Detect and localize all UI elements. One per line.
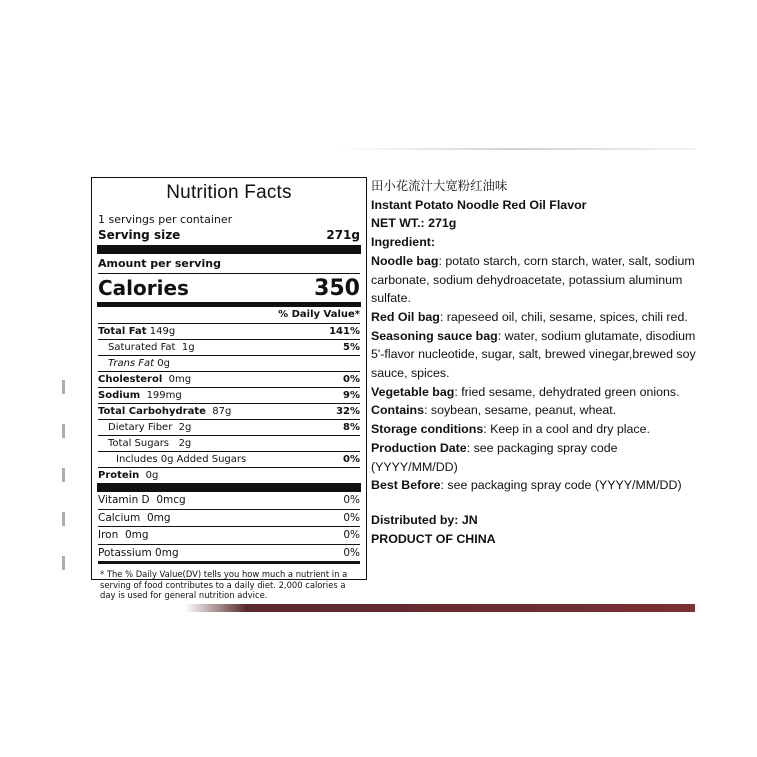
nutrient-label: Total Fat: [98, 325, 147, 337]
contains-text: : soybean, sesame, peanut, wheat.: [424, 403, 617, 418]
nutrient-amount: 0g: [157, 357, 171, 369]
vitamin-pct: 0%: [343, 493, 360, 506]
best-before-label: Best Before: [371, 478, 441, 493]
chinese-product-name: 田小花流汁大宽粉红油味: [371, 179, 508, 193]
vitamin-row-iron: [98, 527, 360, 545]
nutrient-row-trans-fat: [98, 356, 360, 372]
nutrient-row-protein: [98, 468, 360, 483]
nutrition-title: Nutrition Facts: [166, 182, 292, 203]
vitamin-amount: 0mg: [146, 511, 171, 524]
seasoning-bag-label: Seasoning sauce bag: [371, 328, 498, 343]
vitamin-pct: 0%: [343, 546, 360, 559]
servings-per-container: 1 servings per container: [98, 212, 233, 226]
left-edge-marks: [62, 380, 70, 600]
vegetable-bag-label: Vegetable bag: [371, 384, 455, 399]
ingredient-heading: Ingredient:: [371, 235, 436, 250]
nutrient-pct: 5%: [343, 341, 360, 353]
storage-text: : Keep in a cool and dry place.: [483, 422, 650, 437]
nutrient-row-dietary-fiber: [98, 420, 360, 436]
nutrient-label: Total Sugars: [108, 437, 170, 449]
nutrient-label: Trans Fat: [108, 357, 155, 369]
serving-size-label: Serving size: [98, 227, 181, 242]
production-date-label: Production Date: [371, 440, 467, 455]
vegetable-bag-line: [371, 383, 701, 402]
vitamin-label: Iron: [98, 529, 119, 542]
vitamin-label: Vitamin D: [98, 493, 150, 506]
storage-line: [371, 420, 701, 439]
nutrient-amount: 1g: [181, 341, 195, 353]
amount-per-serving: Amount per serving: [98, 254, 360, 273]
nutrient-label: Dietary Fiber: [108, 421, 173, 433]
nutrient-amount: 0g: [145, 469, 159, 481]
vitamin-row-calcium: [98, 510, 360, 528]
daily-value-footnote: * The % Daily Value(DV) tells you how much a nutrient in a serving of food contributes to a daily diet. 2,000 calories a day is used for general nutrition advice.: [100, 569, 348, 601]
nutrient-amount: 2g: [178, 437, 192, 449]
nutrient-amount: 87g: [212, 405, 232, 417]
nutrient-row-added-sugars: [98, 452, 360, 468]
nutrition-facts-panel: [91, 177, 367, 601]
calories-label: Calories: [98, 275, 189, 300]
nutrient-pct: 141%: [329, 325, 360, 337]
storage-label: Storage conditions: [371, 422, 484, 437]
vitamin-amount: 0mg: [155, 546, 179, 559]
top-rule: [335, 148, 695, 150]
product-origin: PRODUCT OF CHINA: [371, 531, 496, 546]
vitamin-pct: 0%: [343, 529, 360, 542]
nutrient-label: Protein: [98, 469, 140, 481]
product-info: [371, 177, 701, 548]
seasoning-bag-text: : water, sodium glutamate, disodium 5'-flavor nucleotide, sugar, salt, brewed vinegar,brewed soy sauce, spices.: [371, 328, 696, 381]
noodle-bag-line: [371, 252, 701, 308]
contains-label: Contains: [371, 403, 425, 418]
bottom-band: [185, 604, 695, 612]
noodle-bag-label: Noodle bag: [371, 253, 439, 268]
nutrient-pct: 32%: [336, 405, 360, 417]
nutrient-row-total-carbohydrate: [98, 404, 360, 420]
vitamin-row-potassium: [98, 545, 360, 565]
vitamin-pct: 0%: [343, 511, 360, 524]
red-oil-bag-label: Red Oil bag: [371, 309, 440, 324]
seasoning-bag-line: [371, 327, 701, 383]
nutrient-label: Sodium: [98, 389, 141, 401]
vitamin-amount: 0mg: [124, 529, 149, 542]
vegetable-bag-text: : fried sesame, dehydrated green onions.: [454, 384, 680, 399]
red-oil-bag-line: [371, 308, 701, 327]
vitamin-label: Potassium: [98, 546, 152, 559]
nutrient-pct: 0%: [343, 453, 360, 465]
nutrient-label: Saturated Fat: [108, 341, 176, 353]
nutrient-amount: 149g: [149, 325, 176, 337]
net-weight: NET WT.: 271g: [371, 216, 457, 231]
nutrient-amount: 0mg: [168, 373, 192, 385]
product-name: Instant Potato Noodle Red Oil Flavor: [371, 197, 587, 212]
production-date-text: : see packaging spray code (YYYY/MM/DD): [371, 440, 618, 474]
nutrient-label: Total Carbohydrate: [98, 405, 206, 417]
noodle-bag-text: : potato starch, corn starch, water, salt, sodium carbonate, sodium dehydroacetate, potassium aluminum sulfate.: [371, 253, 695, 306]
nutrient-pct: 9%: [343, 389, 360, 401]
nutrient-amount: 199mg: [146, 389, 182, 401]
nutrient-label: Includes 0g Added Sugars: [116, 453, 247, 465]
vitamin-row-vitamin-d: [98, 492, 360, 510]
serving-size-row: [98, 228, 360, 245]
contains-line: [371, 401, 701, 420]
production-date-line: [371, 439, 701, 476]
red-oil-bag-text: : rapeseed oil, chili, sesame, spices, chili red.: [439, 309, 688, 324]
nutrient-row-saturated-fat: [98, 340, 360, 356]
nutrient-amount: 2g: [178, 421, 192, 433]
calories-value: 350: [314, 275, 360, 301]
nutrient-row-cholesterol: [98, 372, 360, 388]
nutrient-pct: 0%: [343, 373, 360, 385]
vitamin-label: Calcium: [98, 511, 141, 524]
serving-size-value: 271g: [326, 227, 360, 242]
nutrient-label: Cholesterol: [98, 373, 163, 385]
daily-value-header: % Daily Value*: [98, 307, 360, 324]
calories-row: [98, 274, 360, 302]
distributed-by: Distributed by: JN: [371, 512, 478, 527]
nutrient-row-total-sugars: [98, 436, 360, 452]
best-before-text: : see packaging spray code (YYYY/MM/DD): [440, 478, 682, 493]
best-before-line: [371, 476, 701, 495]
vitamin-amount: 0mcg: [156, 493, 186, 506]
divider-thick: [97, 245, 361, 254]
nutrient-row-sodium: [98, 388, 360, 404]
nutrient-pct: 8%: [343, 421, 360, 433]
nutrient-row-total-fat: [98, 324, 360, 340]
divider-thick: [97, 483, 361, 492]
